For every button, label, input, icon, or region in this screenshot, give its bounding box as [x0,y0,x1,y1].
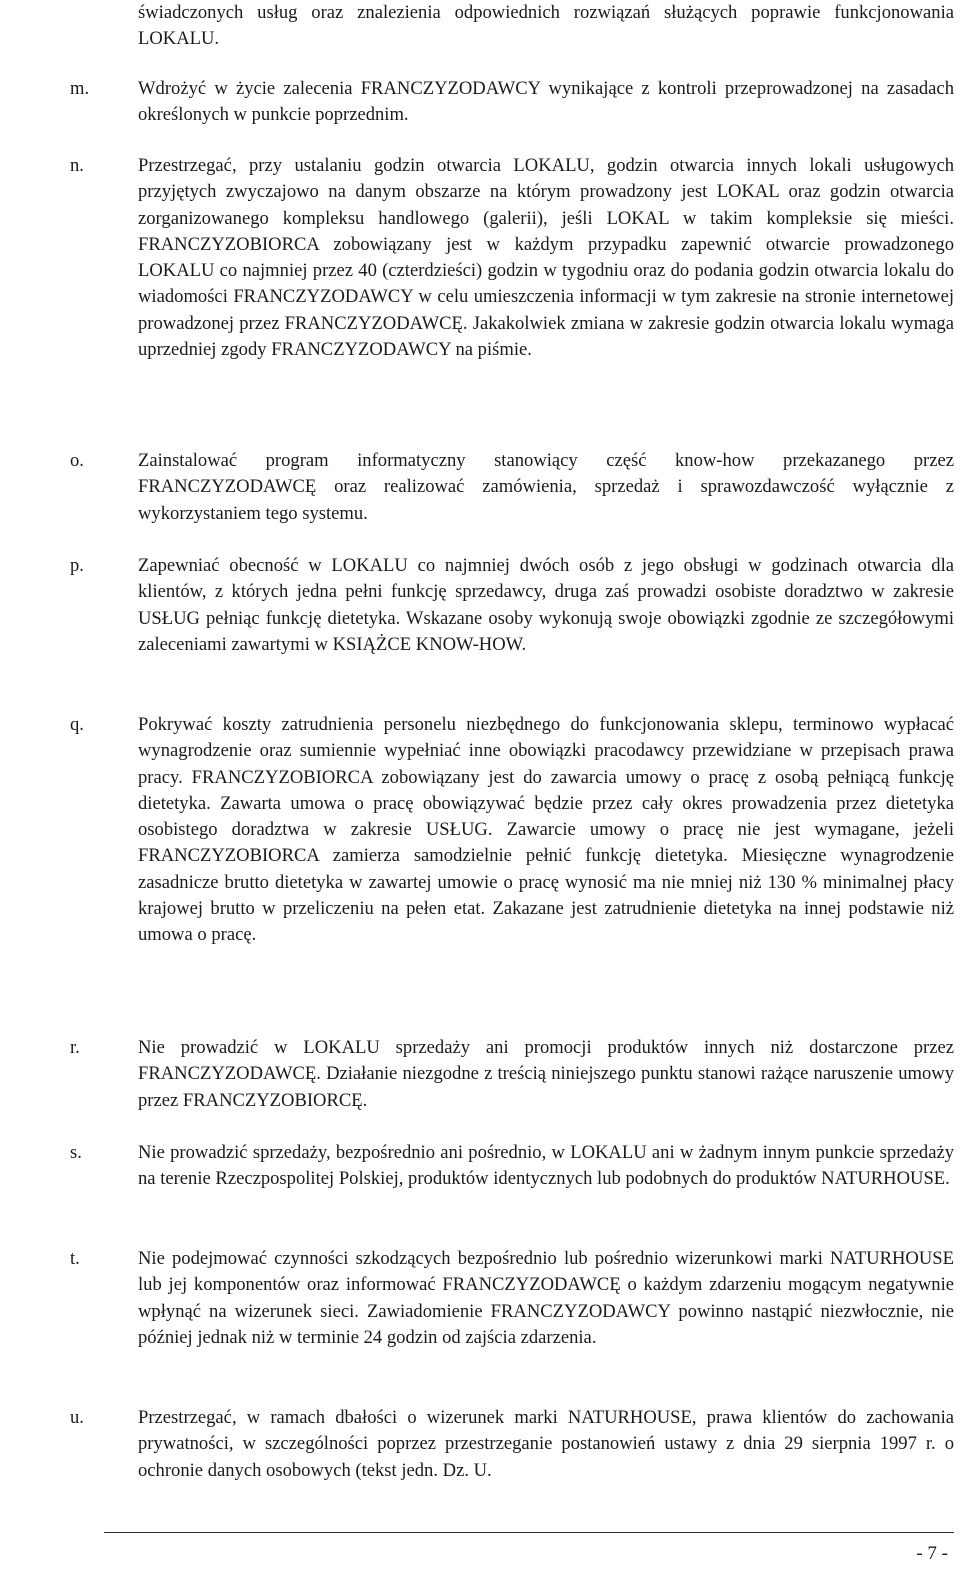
list-marker: m. [70,78,90,99]
list-marker: p. [70,555,84,576]
page-number: - 7 - [916,1543,948,1564]
list-item-text: Nie prowadzić w LOKALU sprzedaży ani promocji produktów innych niż dostarczone przez FRANCZYZODAWCĘ. Działanie niezgodne z treścią niniejszego punktu stanowi rażące naruszenie umowy przez FRANCZYZOBIORCĘ. [138,1037,954,1111]
list-item-text: Nie podejmować czynności szkodzących bezpośrednio lub pośrednio wizerunkowi marki NATURHOUSE lub jej komponentów oraz informować FRANCZYZODAWCĘ o każdym zdarzeniu mogącym negatywnie wpłynąć na wizerunek sieci. Zawiadomienie FRANCZYZODAWCY powinno nastąpić niezwłocznie, nie później jednak niż w terminie 24 godzin od zajścia zdarzenia. [138,1248,954,1348]
footer-divider [104,1532,954,1533]
list-item-u [70,1405,954,1484]
list-marker: u. [70,1407,84,1428]
list-item-text: Przestrzegać, w ramach dbałości o wizerunek marki NATURHOUSE, prawa klientów do zachowania prywatności, w szczególności poprzez przestrzeganie postanowień ustawy z dnia 29 sierpnia 1997 r. o ochronie danych osobowych (tekst jedn. Dz. U. [138,1407,954,1481]
list-marker: s. [70,1142,82,1163]
list-item-text: Pokrywać koszty zatrudnienia personelu niezbędnego do funkcjonowania sklepu, terminowo wypłacać wynagrodzenie oraz sumiennie wypełniać inne obowiązki pracodawcy przewidziane w przepisach prawa pracy. FRANCZYZOBIORCA zobowiązany jest do zawarcia umowy o pracę z osobą pełniącą funkcję dietetyka. Zawarta umowa o pracę obowiązywać będzie przez cały okres prowadzenia przez dietetyka osobistego doradztwa w zakresie USŁUG. Zawarcie umowy o pracę nie jest wymagane, jeżeli FRANCZYZOBIORCA zamierza samodzielnie pełnić funkcję dietetyka. Miesięczne wynagrodzenie zasadnicze brutto dietetyka w zawartej umowie o pracę wynosić ma nie mniej niż 130 % minimalnej płacy krajowej brutto w przeliczeniu na pełen etat. Zakazane jest zatrudnienie dietetyka na innej podstawie niż umowa o pracę. [138,714,954,946]
list-item-o [70,448,954,527]
list-item-t [70,1246,954,1351]
list-marker: q. [70,714,84,735]
list-item-text: Zainstalować program informatyczny stanowiący część know-how przekazanego przez FRANCZYZODAWCĘ oraz realizować zamówienia, sprzedaż i sprawozdawczość wyłącznie z wykorzystaniem tego systemu. [138,450,954,524]
list-item-p [70,553,954,658]
list-item-text: Zapewniać obecność w LOKALU co najmniej dwóch osób z jego obsługi w godzinach otwarcia dla klientów, z których jedna pełni funkcję sprzedawcy, druga zaś prowadzi osobiste doradztwo w zakresie USŁUG pełniąc funkcję dietetyka. Wskazane osoby wykonują swoje obowiązki zgodnie ze szczegółowymi zaleceniami zawartymi w KSIĄŻCE KNOW-HOW. [138,555,954,655]
intro-continuation-text: świadczonych usług oraz znalezienia odpowiednich rozwiązań służących poprawie funkcjonowania LOKALU. [138,2,954,50]
list-item-q [70,712,954,949]
list-item-text: Nie prowadzić sprzedaży, bezpośrednio ani pośrednio, w LOKALU ani w żadnym innym punkcie sprzedaży na terenie Rzeczpospolitej Polskiej, produktów identycznych lub podobnych do produktów NATURHOUSE. [138,1142,954,1190]
list-item-s [70,1140,954,1193]
list-marker: n. [70,155,84,176]
list-item-text: Przestrzegać, przy ustalaniu godzin otwarcia LOKALU, godzin otwarcia innych lokali usługowych przyjętych zwyczajowo na danym obszarze na którym prowadzony jest LOKAL oraz godzin otwarcia zorganizowanego kompleksu handlowego (galerii), jeśli LOKAL w takim kompleksie się mieści. FRANCZYZOBIORCA zobowiązany jest w każdym przypadku zapewnić otwarcie prowadzonego LOKALU co najmniej przez 40 (czterdzieści) godzin w tygodniu oraz do podania godzin otwarcia lokalu do wiadomości FRANCZYZODAWCY w celu umieszczenia informacji w tym zakresie na stronie internetowej prowadzonej przez FRANCZYZODAWCĘ. Jakakolwiek zmiana w zakresie godzin otwarcia lokalu wymaga uprzedniej zgody FRANCZYZODAWCY na piśmie. [138,155,954,361]
list-item-text: Wdrożyć w życie zalecenia FRANCZYZODAWCY wynikające z kontroli przeprowadzonej na zasadach określonych w punkcie poprzednim. [138,78,954,126]
list-marker: t. [70,1248,80,1269]
list-item-n [70,153,954,363]
list-marker: r. [70,1037,80,1058]
list-item-r [70,1035,954,1114]
list-item-m [70,76,954,129]
list-marker: o. [70,450,84,471]
